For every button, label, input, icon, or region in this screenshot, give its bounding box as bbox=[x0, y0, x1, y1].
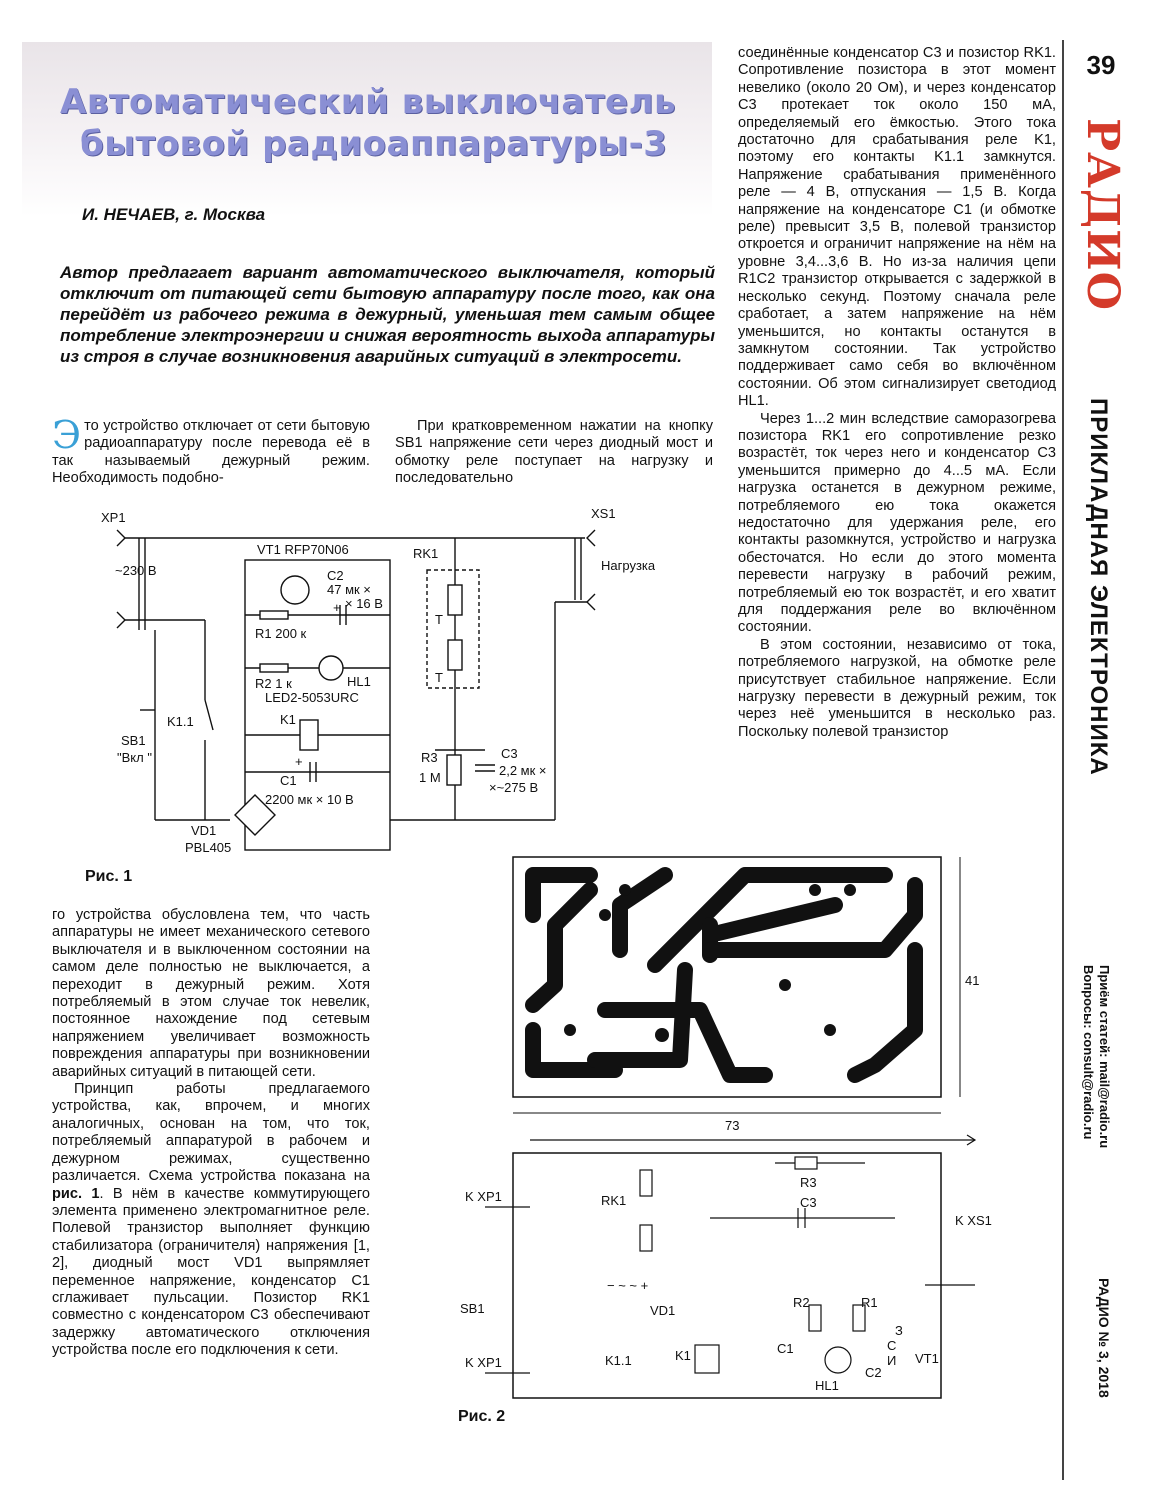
fig1-label-c1: C1 bbox=[280, 773, 297, 788]
fig1-label-sb1: SB1 bbox=[121, 733, 146, 748]
author: И. НЕЧАЕВ, г. Москва bbox=[82, 205, 266, 224]
fig1-label-c3: C3 bbox=[501, 746, 518, 761]
section-title: ПРИКЛАДНАЯ ЭЛЕКТРОНИКА bbox=[1085, 398, 1112, 776]
column-middle-top bbox=[395, 418, 713, 488]
fig1-label-r1: R1 200 к bbox=[255, 626, 307, 641]
contact-questions: Вопросы: consult@radio.ru bbox=[1081, 965, 1096, 1140]
fig2-label-k11: K1.1 bbox=[605, 1353, 632, 1368]
figure1-schematic bbox=[95, 500, 655, 860]
fig2-label-vd1-pins: − ~ ~ + bbox=[607, 1278, 649, 1293]
fig2-label-k1: K1 bbox=[675, 1348, 691, 1363]
fig1-label-sb1-name: "Вкл " bbox=[117, 750, 152, 765]
fig1-label-led: LED2-5053URC bbox=[265, 690, 359, 705]
article-title-line2: бытовой радиоаппаратуры-3 bbox=[80, 124, 668, 164]
fig2-label-hl1: HL1 bbox=[815, 1378, 839, 1393]
fig2-label-c2: C2 bbox=[865, 1365, 882, 1380]
fig1-label-xp1: XP1 bbox=[101, 510, 126, 525]
article-title-line1: Автоматический выключатель bbox=[60, 82, 677, 122]
fig1-plus-c2: + bbox=[333, 600, 341, 615]
fig2-label-sb1: SB1 bbox=[460, 1301, 485, 1316]
paragraph-principle: Принцип работы предлагаемого устройства, как, впрочем, и многих аналогичных, основан на том, что ток, потребляемый аппаратурой в рабочем и дежурном режимах, существенно различается. Схема устройства показана на рис. 1. В нём в качестве коммутирующего элемента применено электромагнитное реле. Полевой транзистор выполняет функцию стабилизатора (ограничителя) напряжения [1, 2], диодный мост VD1 выпрямляет переменное напряжение, конденсатор C1 сглаживает пульсации. Позистор RK1 совместно с конденсатором C3 обеспечивают задержку автоматического отключения устройства после его подключения к сети. bbox=[52, 1081, 370, 1359]
fig2-label-kxp1-top: K XP1 bbox=[465, 1189, 502, 1204]
abstract: Автор предлагает вариант автоматического выключателя, который отключит от питающей сети бытовую аппаратуру после того, как она перейдёт из рабочего режима в дежурный, уменьшая тем самым общее потребление электроэнергии и снижая вероятность выхода аппаратуры из строя в случае возникновения аварийных ситуаций в электросети. bbox=[60, 263, 715, 366]
fig2-label-vd1: VD1 bbox=[650, 1303, 676, 1318]
fig1-label-c1-value: 2200 мк × 10 В bbox=[265, 792, 354, 807]
fig2-dim-height: 41 bbox=[965, 973, 980, 988]
fig2-label-kxs1: K XS1 bbox=[955, 1213, 992, 1228]
drop-cap: Э bbox=[52, 413, 82, 457]
fig1-label-c3-voltage: ×~275 В bbox=[489, 780, 539, 795]
fig2-label-c3: C3 bbox=[800, 1195, 817, 1210]
fig1-label-t1: T bbox=[435, 612, 443, 627]
fig1-label-vt1: VT1 RFP70N06 bbox=[257, 542, 349, 557]
column-left-bottom bbox=[52, 907, 370, 1360]
fig1-plus-c1: + bbox=[295, 754, 303, 769]
sidebar-divider bbox=[1062, 40, 1064, 1480]
fig1-label-vd1: VD1 bbox=[191, 823, 217, 838]
page-number: 39 bbox=[1086, 50, 1116, 80]
contacts bbox=[1080, 965, 1112, 1148]
fig1-label-c2: C2 bbox=[327, 568, 344, 583]
contact-articles: Приём статей: mail@radio.ru bbox=[1097, 965, 1112, 1149]
paragraph-operation: соединённые конденсатор C3 и позистор RK1. Сопротивление позистора в этот момент невелико (около 20 Ом), и через конденсатор C3 протекает ток около 150 мА, определяемый его ёмкостью. Этого тока достаточно для срабатывания реле K1, поэтому его контакты K1.1 замкнутся. Напряжение срабатывания применённого реле — 4 В, отпускания — 1,5 В. Когда напряжение на конденсаторе C1 (и обмотке реле) превысит 3,5 В, полевой транзистор откроется и ограничит напряжение на нём на уровне 3,4...3,6 В. Но из-за наличия цепи R1C2 транзистор открывается с задержкой в несколько секунд. Поэтому сначала реле сработает, а затем напряжение на нём уменьшится, но контакты останутся в замкнутом состоянии. Так устройство поддерживает само себя во включённом состоянии. Об этом сигнализирует светодиод HL1. bbox=[738, 45, 1056, 410]
fig2-label-drain: С bbox=[887, 1338, 897, 1353]
fig1-label-r3: R3 bbox=[421, 750, 438, 765]
fig2-label-r1: R1 bbox=[861, 1295, 878, 1310]
fig1-label-mains: ~230 В bbox=[115, 563, 157, 578]
fig1-label-c2-value: 47 мк × bbox=[327, 582, 371, 597]
fig2-label-kxp1-bottom: K XP1 bbox=[465, 1355, 502, 1370]
fig1-label-rk1: RK1 bbox=[413, 546, 439, 561]
figure-reference: рис. 1 bbox=[52, 1185, 100, 1202]
fig1-label-c3-value: 2,2 мк × bbox=[499, 763, 547, 778]
column-right bbox=[738, 45, 1056, 741]
magazine-logo: РАДИО bbox=[1077, 118, 1128, 311]
fig1-label-xs1: XS1 bbox=[591, 506, 616, 521]
fig1-label-k11: K1.1 bbox=[167, 714, 194, 729]
fig2-label-gate: З bbox=[895, 1323, 903, 1338]
fig1-label-t2: T bbox=[435, 670, 443, 685]
figure1-caption: Рис. 1 bbox=[85, 868, 133, 885]
fig1-label-load: Нагрузка bbox=[601, 558, 655, 573]
fig2-label-c1: C1 bbox=[777, 1341, 794, 1356]
figure2-caption: Рис. 2 bbox=[458, 1408, 506, 1425]
fig1-label-vd1-part: PBL405 bbox=[185, 840, 232, 855]
fig2-label-vt1: VT1 bbox=[915, 1351, 939, 1366]
paragraph-button: При кратковременном нажатии на кнопку SB1 напряжение сети через диодный мост и обмотку реле поступает на нагрузку и последовательно bbox=[395, 418, 713, 487]
fig1-label-hl1: HL1 bbox=[347, 674, 371, 689]
paragraph-stable: В этом состоянии, независимо от тока, потребляемого нагрузкой, на обмотке реле присутствует стабильное напряжение. Если нагрузку перевести в дежурный режим, ток через неё уменьшится в несколько раз. Поскольку полевой транзистор bbox=[738, 636, 1056, 740]
fig2-label-r3: R3 bbox=[800, 1175, 817, 1190]
fig2-label-source: И bbox=[887, 1353, 897, 1368]
fig1-label-k1: K1 bbox=[280, 712, 296, 727]
paragraph-intro: то устройство отключает от сети бытовую радиоаппаратуру после перевода её в так называемый дежурный режим. Необходимость подобно- bbox=[52, 418, 370, 487]
fig1-label-r2: R2 1 к bbox=[255, 676, 292, 691]
fig2-label-r2: R2 bbox=[793, 1295, 810, 1310]
issue-number: РАДИО № 3, 2018 bbox=[1096, 1278, 1112, 1398]
figure2-pcb bbox=[455, 845, 995, 1405]
paragraph-standby: го устройства обусловлена тем, что часть аппаратуры не имеет механического сетевого выключателя и в выключенном состоянии на самом деле полностью не выключается, а переходит в дежурный режим. Хотя потребляемый в этом случае ток невелик, постоянное нахождение под сетевым напряжением увеличивает возможность повреждения аппаратуры при возникновении аварийных ситуаций в питающей сети. bbox=[52, 907, 370, 1080]
column-left-top bbox=[52, 413, 370, 488]
fig2-label-rk1: RK1 bbox=[601, 1193, 627, 1208]
fig2-dim-width: 73 bbox=[725, 1118, 740, 1133]
fig1-label-r3-value: 1 М bbox=[419, 770, 441, 785]
fig1-label-c2-voltage: × 16 В bbox=[345, 596, 383, 611]
paragraph-posistor: Через 1...2 мин вследствие саморазогрева позистора RK1 его сопротивление резко возрастёт, ток через него и конденсатор C3 уменьшится примерно до 4...5 мА. Если нагрузка останется в дежурном режиме, потребляемого ею тока окажется недостаточно для удержания реле, его контакты разомкнутся, устройство и нагрузка обесточатся. Но если до этого момента перевести нагрузку в рабочий режим, потребляемый ею ток возрастёт, и его хватит для поддержания реле во включённом состоянии. bbox=[738, 410, 1056, 636]
